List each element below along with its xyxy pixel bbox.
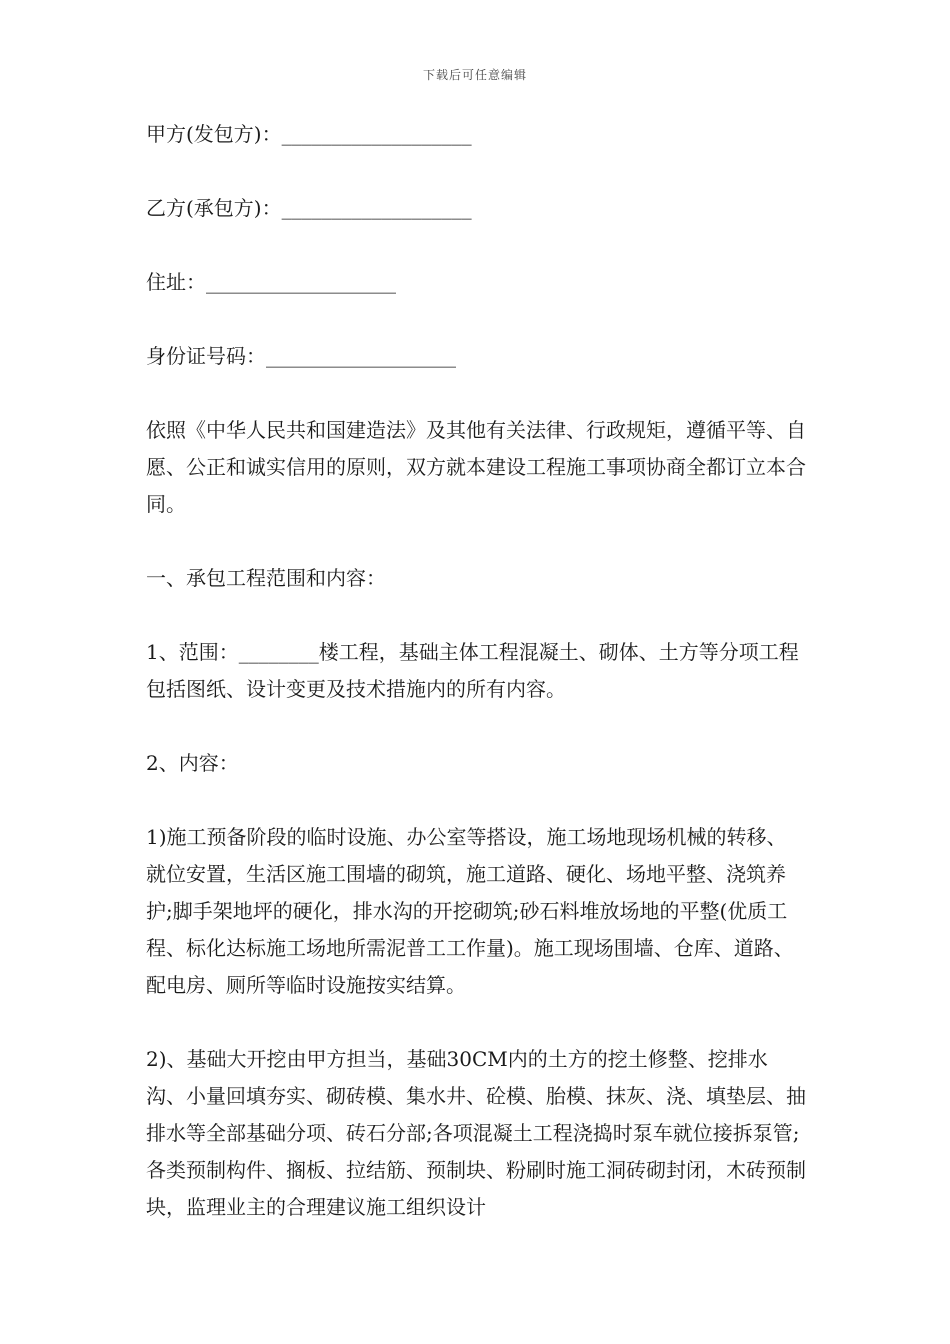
section1-title: 一、承包工程范围和内容： — [146, 566, 386, 590]
party-a-field: 甲方(发包方)：___________________ — [146, 122, 472, 146]
intro-paragraph: 依照《中华人民共和国建造法》及其他有关法律、行政规矩，遵循平等、自愿、公正和诚实信用的原则，双方就本建设工程施工事项协商全都订立本合同。 — [146, 418, 806, 516]
id-number-field: 身份证号码：___________________ — [146, 344, 456, 368]
content-title: 2、内容： — [146, 751, 239, 775]
address-field: 住址：___________________ — [146, 270, 396, 294]
party-b-field: 乙方(承包方)：___________________ — [146, 196, 472, 220]
item1-paragraph: 1)施工预备阶段的临时设施、办公室等搭设，施工场地现场机械的转移、就位安置，生活区施工围墙的砌筑，施工道路、硬化、场地平整、浇筑养护;脚手架地坪的硬化，排水沟的开挖砌筑;砂石料堆放场地的平整(优质工程、标化达标施工场地所需泥普工工作量)。施工现场围墙、仓库、道路、配电房、厕所等临时设施按实结算。 — [146, 825, 794, 997]
document-body — [146, 116, 806, 1226]
header-note: 下载后可任意编辑 — [422, 68, 527, 82]
scope-paragraph: 1、范围：________楼工程，基础主体工程混凝土、砌体、土方等分项工程包括图纸、设计变更及技术措施内的所有内容。 — [146, 640, 799, 701]
item2-paragraph: 2)、基础大开挖由甲方担当，基础30CM内的土方的挖土修整、挖排水沟、小量回填夯实、砌砖模、集水井、砼模、胎模、抹灰、浇、填垫层、抽排水等全部基础分项、砖石分部;各项混凝土工程浇捣时泵车就位接拆泵管;各类预制构件、搁板、拉结筋、预制块、粉刷时施工洞砖砌封闭，木砖预制块，监理业主的合理建议施工组织设计 — [146, 1047, 806, 1219]
